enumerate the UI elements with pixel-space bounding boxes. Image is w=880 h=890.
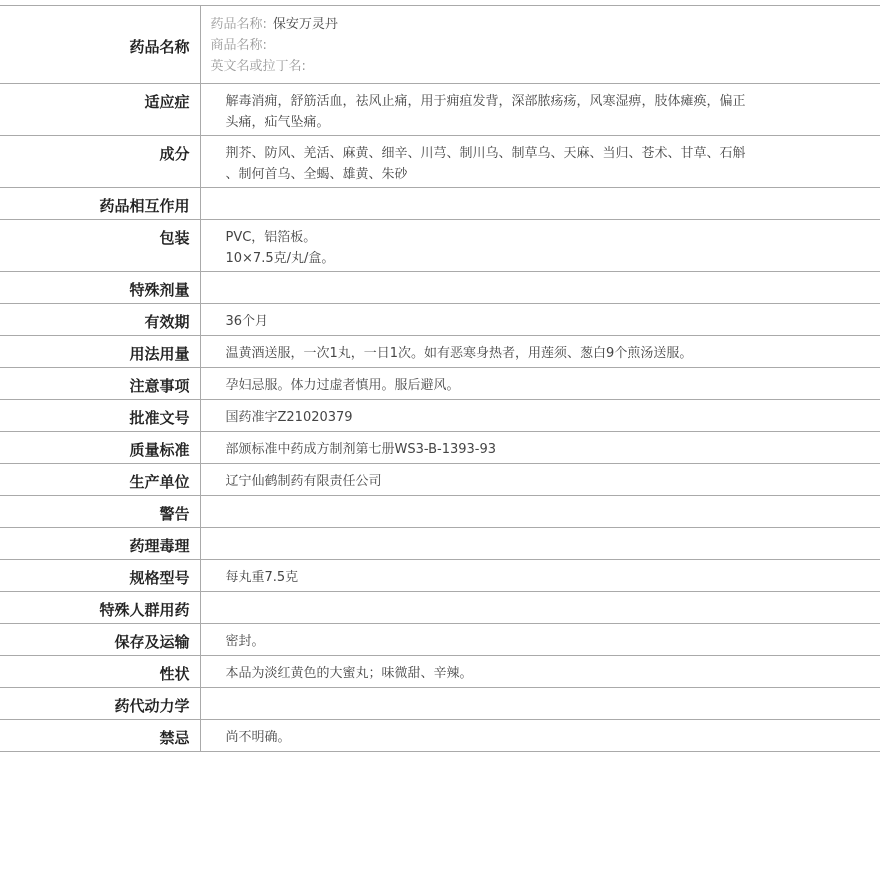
generic-name-label: 药品名称: <box>210 17 267 32</box>
row-label: 禁忌 <box>0 720 200 752</box>
table-row <box>0 496 880 528</box>
drug-name-row <box>0 6 880 84</box>
drug-spec-table <box>0 5 880 752</box>
table-row <box>0 528 880 560</box>
row-value <box>200 720 880 752</box>
english-name-label: 英文名或拉丁名: <box>210 59 306 74</box>
generic-name-value: 保安万灵丹 <box>272 17 338 32</box>
row-value <box>200 624 880 656</box>
row-label: 适应症 <box>0 84 200 136</box>
row-label: 特殊剂量 <box>0 272 200 304</box>
row-value <box>200 432 880 464</box>
table-row <box>0 656 880 688</box>
table-row <box>0 624 880 656</box>
row-value-line: 尚不明确。 <box>225 730 291 745</box>
generic-name-line <box>211 14 871 35</box>
row-value-line: 36个月 <box>225 314 269 329</box>
row-value <box>200 688 880 720</box>
row-value <box>200 560 880 592</box>
row-value <box>200 464 880 496</box>
row-value <box>200 220 880 272</box>
row-value-line: 、制何首乌、全蝎、雄黄、朱砂 <box>225 167 408 182</box>
row-label: 注意事项 <box>0 368 200 400</box>
trade-name-line <box>211 35 871 56</box>
row-label: 包装 <box>0 220 200 272</box>
table-row <box>0 84 880 136</box>
row-label: 成分 <box>0 136 200 188</box>
row-label: 药理毒理 <box>0 528 200 560</box>
row-value-line: 孕妇忌服。体力过虚者慎用。服后避风。 <box>225 378 460 393</box>
table-row <box>0 272 880 304</box>
row-label: 质量标准 <box>0 432 200 464</box>
table-row <box>0 592 880 624</box>
row-label: 特殊人群用药 <box>0 592 200 624</box>
row-value <box>200 528 880 560</box>
row-value <box>200 272 880 304</box>
row-value-line: 部颁标准中药成方制剂第七册WS3-B-1393-93 <box>225 442 497 457</box>
table-row <box>0 336 880 368</box>
drug-name-values <box>200 6 880 84</box>
table-row <box>0 368 880 400</box>
row-value <box>200 592 880 624</box>
table-row <box>0 464 880 496</box>
row-label: 性状 <box>0 656 200 688</box>
row-label: 生产单位 <box>0 464 200 496</box>
row-label: 有效期 <box>0 304 200 336</box>
row-label: 警告 <box>0 496 200 528</box>
row-value <box>200 656 880 688</box>
table-row <box>0 432 880 464</box>
row-value-line: 本品为淡红黄色的大蜜丸；味微甜、辛辣。 <box>225 666 473 681</box>
trade-name-label: 商品名称: <box>210 38 267 53</box>
row-value <box>200 368 880 400</box>
row-value-line: 10×7.5克/丸/盒。 <box>225 251 335 266</box>
row-value-line: 辽宁仙鹤制药有限责任公司 <box>225 474 382 489</box>
table-row <box>0 304 880 336</box>
row-label: 规格型号 <box>0 560 200 592</box>
table-row <box>0 220 880 272</box>
row-value <box>200 304 880 336</box>
row-value <box>200 136 880 188</box>
row-value <box>200 400 880 432</box>
row-value <box>200 84 880 136</box>
table-row <box>0 188 880 220</box>
row-value-line: 荆芥、防风、羌活、麻黄、细辛、川芎、制川乌、制草乌、天麻、当归、苍术、甘草、石斛 <box>225 146 746 161</box>
table-row <box>0 560 880 592</box>
drug-spec-table-body <box>0 6 880 752</box>
table-row <box>0 136 880 188</box>
table-row <box>0 688 880 720</box>
row-value-line: 解毒消痈，舒筋活血，祛风止痛，用于痈疽发背，深部脓疡疡，风寒湿痹，肢体瘫痪，偏正 <box>225 94 746 109</box>
row-value <box>200 496 880 528</box>
row-label: 药品相互作用 <box>0 188 200 220</box>
row-label: 用法用量 <box>0 336 200 368</box>
row-label: 批准文号 <box>0 400 200 432</box>
row-value <box>200 188 880 220</box>
table-row <box>0 720 880 752</box>
table-row <box>0 400 880 432</box>
row-value <box>200 336 880 368</box>
row-value-line: PVC，铝箔板。 <box>225 230 317 245</box>
row-value-line: 温黄酒送服，一次1丸，一日1次。如有恶寒身热者，用莲须、葱白9个煎汤送服。 <box>225 346 693 361</box>
row-label: 药代动力学 <box>0 688 200 720</box>
row-value-line: 头痛，疝气坠痛。 <box>225 115 330 130</box>
row-label-drug-name: 药品名称 <box>0 6 200 84</box>
row-value-line: 国药准字Z21020379 <box>225 410 353 425</box>
row-value-line: 密封。 <box>225 634 265 649</box>
english-name-line <box>211 56 871 77</box>
row-value-line: 每丸重7.5克 <box>225 570 299 585</box>
row-label: 保存及运输 <box>0 624 200 656</box>
